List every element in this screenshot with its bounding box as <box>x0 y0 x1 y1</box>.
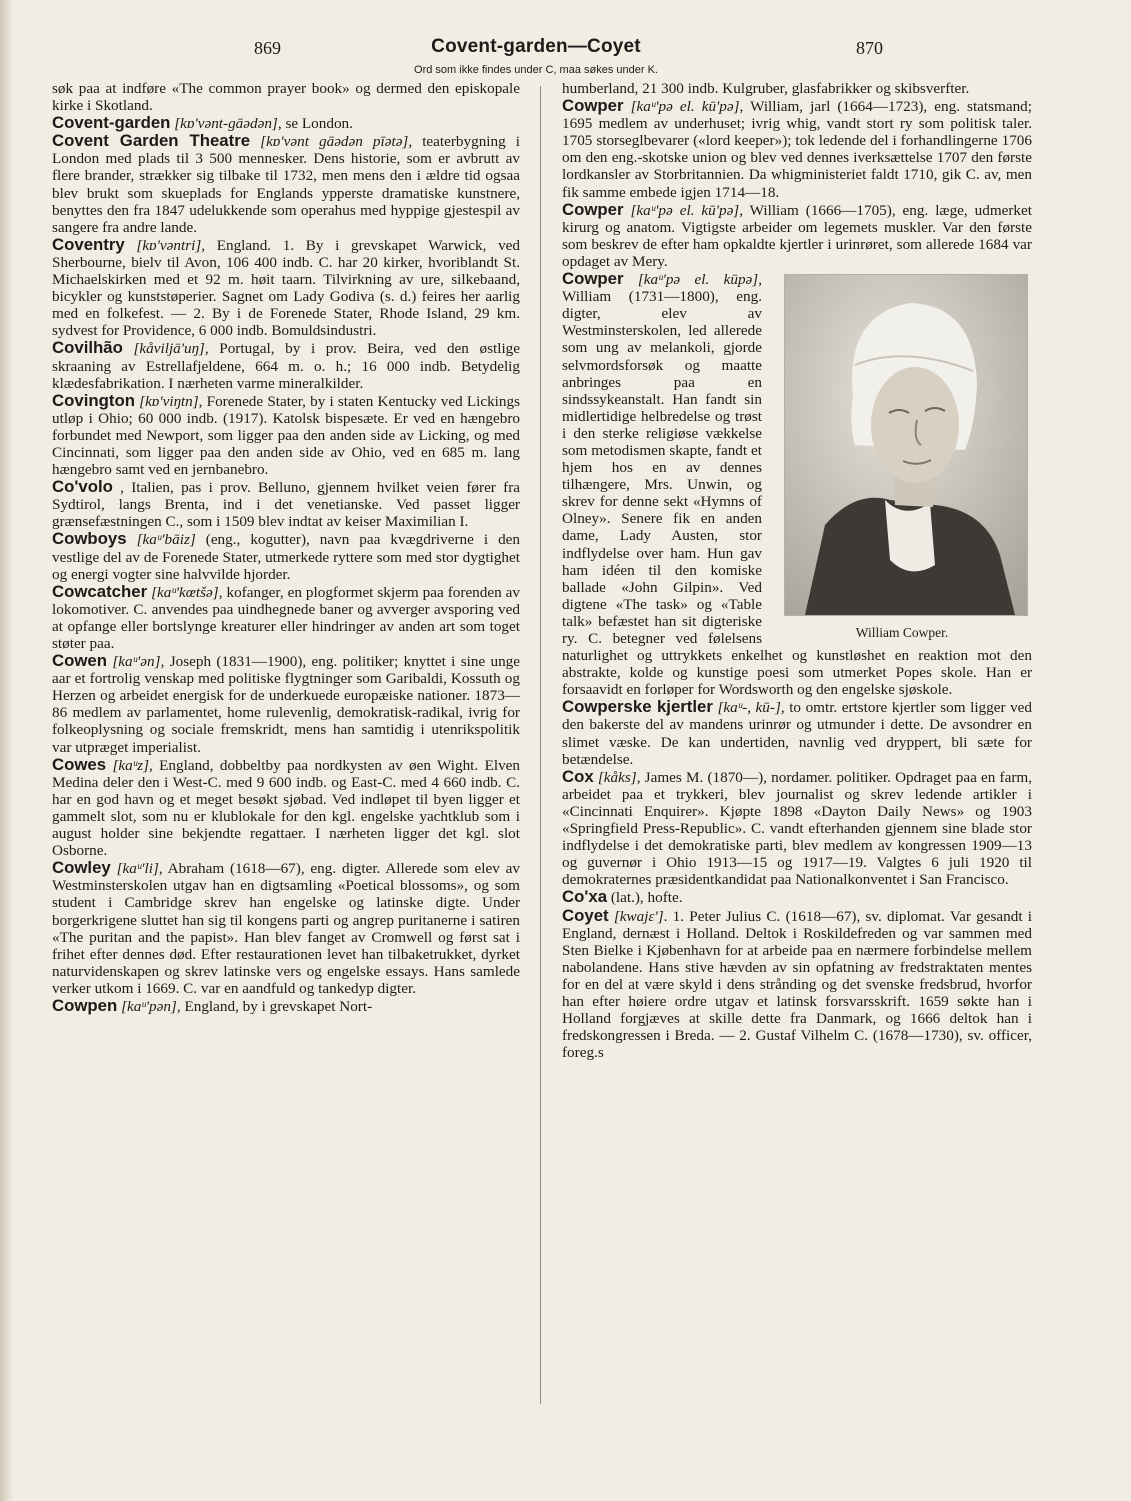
pronunciation: [kaᵘ-, kū-] <box>717 699 781 717</box>
headword: Cowper <box>562 96 624 116</box>
entry-text: , William, jarl (1664—1723), eng. statsmand; 1695 medlem av underhuset; ivrig whig, vandt stort ry som politisk taler. 1705 storseglbevarer («lord keeper»); tok ledende del i forhandlingerne 1706 om den eng.-skotske union og blev ved dennes iverksættelse 1707 den første lordkansler av Storbritannien. Da whigministeriet faldt 1710, gik C. av, men fik samme embede igjen 1714—18. <box>562 98 1032 201</box>
entry-text: , James M. (1870—), nordamer. politiker. Opdraget paa en farm, arbeidet paa et trykkeri, blev journalist og skrev ledende artikler i «Cincinnati Enquirer». Kjøpte 1898 «Dayton Daily News» og 1903 «Springfield Press-Republic». C. vandt efterhanden gjennem sine blade stor indflydelse i det demokratiske parti, blev medlem av kongressen 1909—13 og guvernør i Ohio 1913—15 og 1917—19. Valgtes 6 juli 1920 til demokraternes præsidentkandidat paa Nationalkonventet i San Francisco. <box>562 768 1033 889</box>
headword: Cowcatcher <box>52 581 148 601</box>
headword: Cowen <box>52 651 108 671</box>
entry-text: , Forenede Stater, by i staten Kentucky ved Lickings utløp i Ohio; 60 000 indb. (1917). Katolsk bispesæte. Er ved en hængebro forbundet med Newport, som ligger paa den anden side av Licking, og med Cincinnati, som ligger paa den anden side av Ohio, ved en 685 m. lang hængebro samt ved en jernbanebro. <box>52 392 521 479</box>
entry-coventry <box>52 236 520 340</box>
headword: Cowley <box>52 858 111 878</box>
entry-text: , Abraham (1618—67), eng. digter. Allerede som elev av Westminsterskolen utgav han en digtsamling «Poetical blossoms», og som student i Cambridge skrev han engelske og latinske digte. Under borgerkrigene sluttet han sig til kongens parti og angrep puritanerne i satiren «The puritan and the papist». Han blev fanget av Cromwell og først sat i frihet efter dennes død. Efter restaurationen levet han tilbaketrukket, dyrket naturvidenskapen og skrev latinske vers og engelske essays. Hans samlede verker utkom i 1669. C. var en aandfuld og tankedyp digter. <box>52 860 520 997</box>
headword: Coyet <box>562 905 609 925</box>
entry-cowperske-kjertler <box>562 698 1032 767</box>
entry-covent-garden <box>52 114 520 132</box>
headword: Coventry <box>52 234 125 254</box>
entry-cowper-2 <box>562 201 1032 270</box>
headword: Covent Garden Theatre <box>52 131 251 151</box>
headword: Covington <box>52 390 135 410</box>
headword: Cowpen <box>52 995 118 1015</box>
header-note: Ord som ikke findes under C, maa søkes under K. <box>414 64 658 76</box>
headword: Covilhão <box>52 338 123 358</box>
portrait-caption: William Cowper. <box>855 625 949 641</box>
pronunciation: [kåks] <box>597 768 637 786</box>
headword: Co'volo <box>52 477 113 497</box>
entry-cowper-1 <box>562 97 1032 201</box>
entry-text: , to omtr. ertstore kjertler som ligger ved den bakerste del av mandens urinrør og utmunder i dette. De avsondrer en slimet væske. De kan undertiden, navnlig ved dryppert, bli sæte for betændelse. <box>562 699 1032 768</box>
headword: Cox <box>562 766 594 786</box>
entry-cowper-poet <box>562 270 1032 698</box>
pronunciation: [kaᵘ'pə el. kū'pə] <box>630 201 740 219</box>
headword: Covent-garden <box>52 113 171 133</box>
portrait-image <box>784 274 1028 616</box>
cont-entry <box>52 80 520 114</box>
left-column <box>52 80 520 1015</box>
pronunciation: [kaᵘ'ən] <box>112 653 161 671</box>
headword: Cowboys <box>52 529 127 549</box>
pronunciation: [kɒ'viŋtn] <box>139 392 199 410</box>
entry-text: , kofanger, en plogformet skjerm paa forenden av lokomotiver. C. anvendes paa uindhegnede baner og avverger avsporing ved at opfange eller bortslynge kreaturer eller hindringer av anden art som toget støter paa. <box>52 583 521 652</box>
entry-cowcatcher <box>52 583 520 652</box>
entry-text: , William (1731—1800), eng. digter, elev av Westminsterskolen, led allerede som ung av melankoli, gjorde selvmordsforsøk og maatte anbringes paa en sindssykeanstalt. Han fandt sin midlertidige helbredelse og trøst i den sterke religiøse vækkelse som metodismen skapte, fandt et hjem hos en av dennes tilhængere, Mrs. Unwin, og skrev for denne sekt «Hymns of Olney». Senere fik en anden dame, Lady Austen, stor indflydelse over ham. Hun gav ham idéen til den komiske ballade «John Gilpin». Ved digtene «The task» og «Table talk» befæstet han sit digteriske ry. C. betegner ved følelsens naturlighet og uttrykkets enkelhet og kunstløshet en reaktion mot den abstrakte, kolde og kunstige poesi som utmerket Popes skole. Han er forsaavidt en forløper for Wordsworth og den engelske sjøskole. <box>562 271 1032 699</box>
entry-cowen <box>52 652 520 756</box>
headword: Cowper <box>562 199 624 219</box>
entry-cowpen <box>52 997 520 1015</box>
pronunciation: [kaᵘz] <box>112 756 149 774</box>
entry-cowley <box>52 859 520 997</box>
entry-text: , Portugal, by i prov. Beira, ved den østlige skraaning av Estrellafjeldene, 664 m. o. h.; 16 000 indb. Betydelig klædesfabrikation. I nærheten varme mineralkilder. <box>52 340 521 392</box>
entry-text: , England, dobbeltby paa nordkysten av øen Wight. Elven Medina deler den i West-C. med 9 600 indb. og East-C. med 4 660 indb. C. har en god havn og et meget besøkt sjøbad. Ved indløpet til byen ligger et gammelt slot, som nu er klublokale for den kgl. engelske yachtklub som i august holder sine bekjendte regattaer. I nærheten ligger det kgl. slot Osborne. <box>52 756 520 860</box>
pronunciation: [kåviljā'uŋ] <box>133 340 205 358</box>
pronunciation: [kwajɛ'] <box>613 907 664 925</box>
entry-text: , se London. <box>277 115 353 133</box>
pronunciation: [kaᵘ'pə el. kūpə] <box>637 271 759 289</box>
pronunciation: [kɒ'vənt-gāədən] <box>174 115 278 133</box>
entry-coyet <box>562 907 1032 1062</box>
entry-text: . 1. Peter Julius C. (1618—67), sv. diplomat. Var gesandt i England, dernæst i Holland. Deltok i Roskildefreden og var sammen med Sten Bielke i Kjøbenhavn for at arbeide paa en nærmere forbindelse mellem nabolandene. Hans stive hævden av sin opfatning av fredstraktaten mentes for en del at være skyld i dens strånding og det svenske fredsbrud, hvorfor han efter høiere ordre utgav et latinsk forsvarsskrift. 1659 søkte han i Holland forgjæves at skille dette fra Danmark, og 1666 deltok han i fredskongressen i Breda. — 2. Gustaf Vilhelm C. (1678—1730), sv. officer, foreg.s <box>562 907 1032 1062</box>
pronunciation: [kaᵘ'kœtšə] <box>151 583 219 601</box>
pronunciation: [kaᵘ'pə el. kū'pə] <box>630 98 740 116</box>
right-column <box>562 80 1032 1061</box>
page-number-right: 870 <box>856 38 883 58</box>
entry-cowboys <box>52 530 520 582</box>
entry-text: , William (1666—1705), eng. læge, udmerket kirurg og anatom. Vigtigste arbeider om legemets muskler. Var den første som beskrev de efter ham opkaldte kjertler i urinrøret, som allerede 1684 var opdaget av Mery. <box>562 201 1032 270</box>
entry-text: søk paa at indføre «The common prayer book» og dermed den episkopale kirke i Skotland. <box>52 80 520 115</box>
book-spine-shadow <box>0 0 14 1501</box>
pronunciation: [kɒ'vəntri] <box>136 236 202 254</box>
pronunciation: [kɒ'vənt gāədən pīətə] <box>260 133 409 151</box>
headword: Cowper <box>562 269 624 289</box>
entry-text: (lat.), hofte. <box>610 889 683 907</box>
entry-covolo <box>52 478 520 530</box>
entry-covent-garden-theatre <box>52 132 520 236</box>
entry-text: , Joseph (1831—1900), eng. politiker; knyttet i sine unge aar et fortrolig venskap med politiske flygtninger som Garibaldi, Kossuth og Herzen og arbeidet energisk for de underkuede europæiske nationer. 1873—86 medlem av parlamentet, home rulevenlig, demokratisk-radikal, ivrig for folkeoplysning og sociale fremskridt, mens han samtidig i utenrikspolitik var utpræget imperialist. <box>52 653 521 756</box>
portrait-figure <box>772 274 1032 641</box>
headword: Cowes <box>52 754 107 774</box>
entry-text: , England, by i grevskapet Nort- <box>176 997 373 1015</box>
entry-text: , England. 1. By i grevskapet Warwick, ved Sherbourne, bielv til Avon, 106 400 indb. C. har 20 kirker, hvoriblandt St. Michaelskirken med et 92 m. høit taarn. Tilvirkning av ure, silkebaand, bicykler og kunststøperier. Sagnet om Lady Godiva (s. d.) feires her aarlig med en folkefest. — 2. By i de Forenede Stater, Rhode Island, 29 km. sydvest for Providence, 6 000 indb. Bomuldsindustri. <box>52 236 521 340</box>
running-title: Covent-garden—Coyet <box>431 36 641 57</box>
pronunciation: [kaᵘ'li] <box>116 860 159 878</box>
cont-entry <box>562 80 1032 97</box>
entry-coxa <box>562 888 1032 906</box>
entry-cox <box>562 768 1032 889</box>
pronunciation: [kaᵘ'pən] <box>121 997 177 1015</box>
entry-text: (eng., kogutter), navn paa kvægdriverne i den vestlige del av de Forenede Stater, utmerkede ryttere som med stor dygtighet og energi vogter sine halvvilde hjorder. <box>52 531 520 583</box>
entry-covington <box>52 392 520 478</box>
entry-cowes <box>52 756 520 860</box>
page-number-left: 869 <box>254 38 281 58</box>
headword: Cowperske kjertler <box>562 697 713 717</box>
pronunciation: [kaᵘ'bāiz] <box>136 531 196 549</box>
entry-text: , Italien, pas i prov. Belluno, gjennem hvilket veien fører fra Sydtirol, langs Brenta, ind i det venetianske. Ved passet ligger grænsefæstningen C., som i 1509 blev indtat av keiser Maximilian I. <box>52 479 520 531</box>
entry-text: humberland, 21 300 indb. Kulgruber, glasfabrikker og skibsverfter. <box>562 80 970 97</box>
entry-covilhao <box>52 339 520 391</box>
column-divider <box>540 86 541 1404</box>
entry-text: , teaterbygning i London med plads til 3 500 mennesker. Dens historie, som er avbrutt av flere brander, strækker sig tilbake til 1732, men mens den i ældre tid ogsaa blev brukt som skueplads for Englands ypperste dramatiske kunstnere, benyttes den fra 1847 udelukkende som operahus med hyppige gjestespil av sangere fra andre lande. <box>52 133 520 236</box>
headword: Co'xa <box>562 887 608 907</box>
